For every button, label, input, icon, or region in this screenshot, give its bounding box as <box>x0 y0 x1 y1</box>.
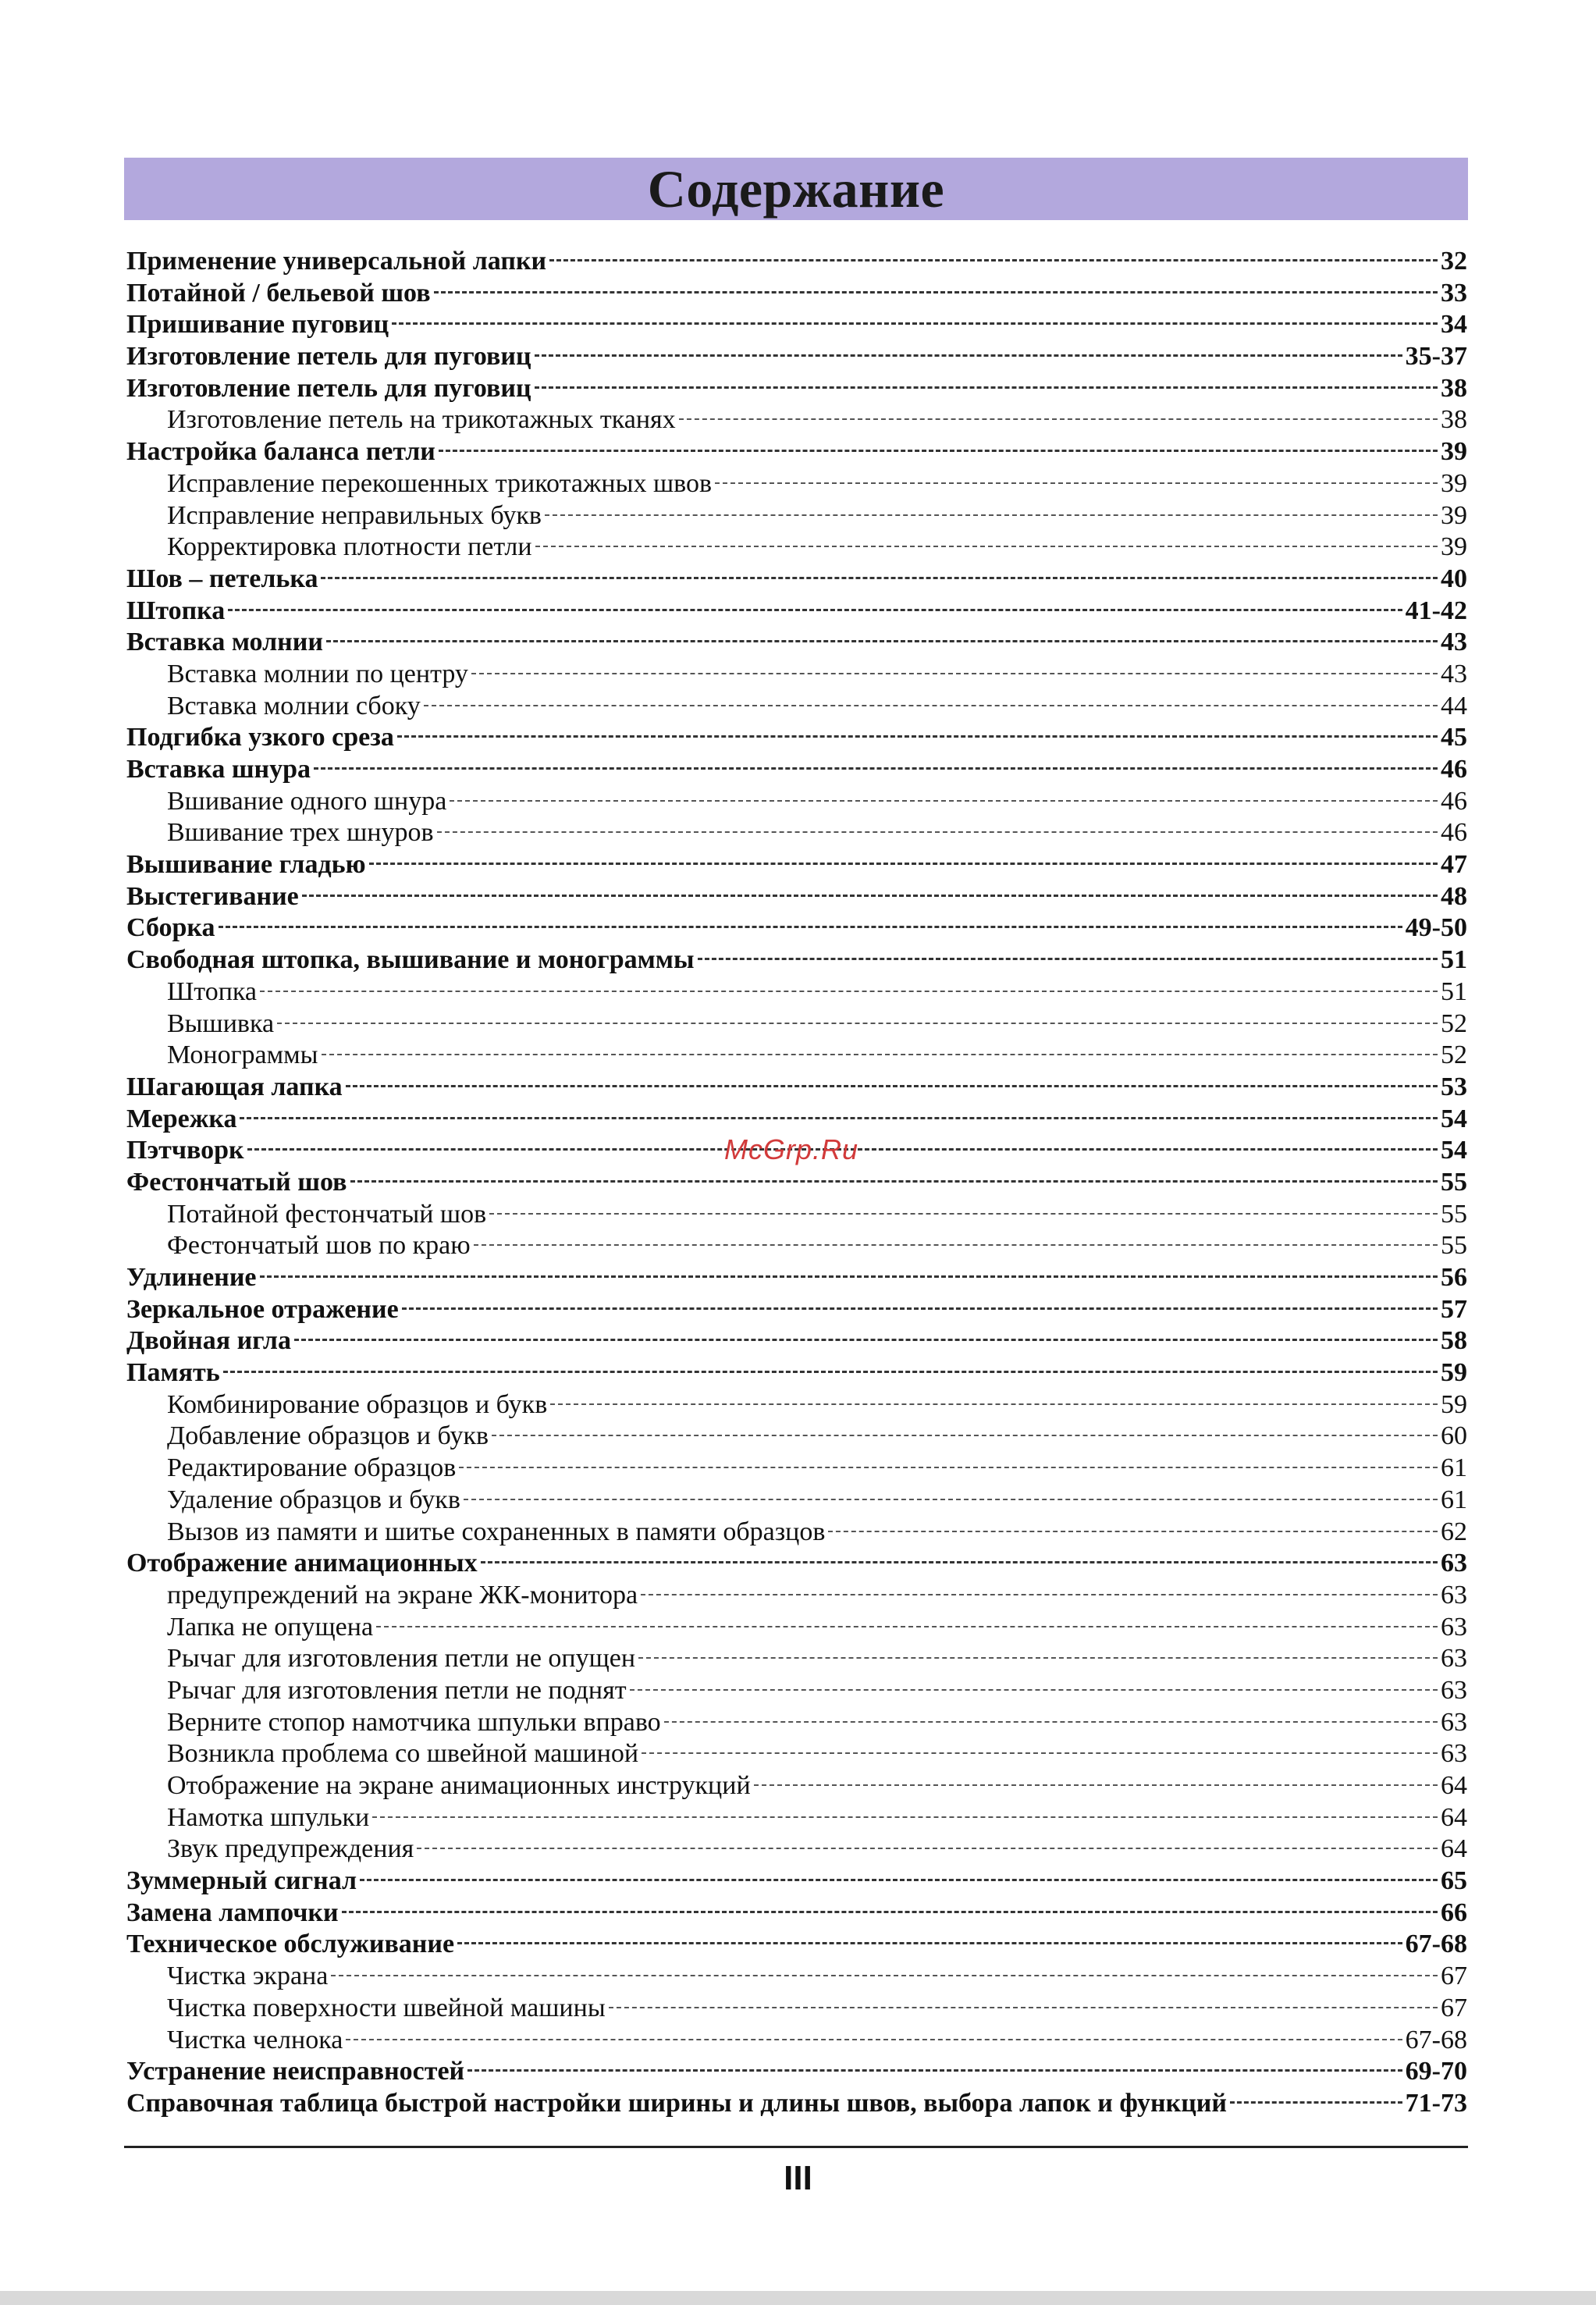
toc-entry-title: Выстегивание <box>126 881 299 911</box>
toc-entry-page: 46 <box>1441 818 1467 848</box>
toc-entry[interactable] <box>126 659 1467 691</box>
dot-leader <box>369 863 1438 865</box>
toc-entry[interactable] <box>126 436 1467 468</box>
dot-leader <box>715 482 1438 484</box>
toc-entry-title: Фестончатый шов по краю <box>167 1231 471 1261</box>
toc-entry-page: 35-37 <box>1405 342 1467 372</box>
toc-entry[interactable] <box>126 1548 1467 1580</box>
toc-entry[interactable] <box>126 691 1467 723</box>
toc-entry[interactable] <box>126 722 1467 754</box>
toc-entry[interactable] <box>126 1707 1467 1739</box>
toc-entry-title: Справочная таблица быстрой настройки ширины и длины швов, выбора лапок и функций <box>126 2088 1227 2118</box>
toc-entry-title: Верните стопор намотчика шпульки вправо <box>167 1707 661 1737</box>
toc-entry[interactable] <box>126 944 1467 976</box>
toc-entry-page: 65 <box>1441 1866 1467 1896</box>
toc-entry-title: Фестончатый шов <box>126 1167 347 1197</box>
dot-leader <box>481 1561 1438 1563</box>
toc-entry-page: 63 <box>1441 1549 1467 1578</box>
dot-leader <box>457 1942 1402 1944</box>
toc-entry[interactable] <box>126 1898 1467 1930</box>
toc-entry-page: 59 <box>1441 1389 1467 1419</box>
toc-entry-page: 59 <box>1441 1358 1467 1388</box>
toc-entry[interactable] <box>126 1612 1467 1644</box>
toc-entry-title: Удлинение <box>126 1263 257 1292</box>
toc-entry[interactable] <box>126 1993 1467 2025</box>
toc-entry-title: Отображение анимационных <box>126 1549 478 1578</box>
toc-entry-page: 39 <box>1441 532 1467 562</box>
dot-leader <box>260 991 1438 992</box>
toc-entry-title: Исправление неправильных букв <box>167 500 542 530</box>
toc-entry-title: Корректировка плотности петли <box>167 532 532 562</box>
dot-leader <box>326 640 1438 642</box>
toc-entry-page: 46 <box>1441 786 1467 816</box>
toc-entry-title: Двойная игла <box>126 1326 291 1356</box>
toc-entry[interactable] <box>126 1929 1467 1961</box>
toc-entry-page: 67-68 <box>1405 1930 1467 1959</box>
toc-entry-page: 44 <box>1441 691 1467 720</box>
toc-entry-page: 64 <box>1441 1771 1467 1800</box>
toc-entry[interactable] <box>126 373 1467 405</box>
toc-entry-title: Вызов из памяти и шитье сохраненных в памяти образцов <box>167 1517 826 1546</box>
dot-leader <box>471 673 1438 674</box>
toc-entry[interactable] <box>126 1738 1467 1770</box>
toc-entry[interactable] <box>126 1834 1467 1866</box>
dot-leader <box>535 546 1438 547</box>
dot-leader <box>294 1339 1438 1341</box>
toc-entry-page: 43 <box>1441 628 1467 657</box>
dot-leader <box>331 1975 1438 1976</box>
toc-entry-title: Чистка экрана <box>167 1962 329 1991</box>
toc-entry-page: 63 <box>1441 1739 1467 1769</box>
toc-entry-title: Вставка молнии по центру <box>167 659 468 688</box>
toc-entry[interactable] <box>126 1167 1467 1199</box>
toc-entry-page: 63 <box>1441 1707 1467 1737</box>
toc-entry[interactable] <box>126 468 1467 500</box>
toc-entry[interactable] <box>126 976 1467 1008</box>
toc-entry[interactable] <box>126 1199 1467 1231</box>
toc-entry-page: 61 <box>1441 1453 1467 1483</box>
toc-entry-title: Сборка <box>126 913 215 943</box>
toc-entry[interactable] <box>126 1961 1467 1993</box>
toc-entry-title: Редактирование образцов <box>167 1453 457 1483</box>
toc-entry-title: Применение универсальной лапки <box>126 247 547 276</box>
toc-entry-title: Комбинирование образцов и букв <box>167 1389 548 1419</box>
dot-leader <box>342 1911 1438 1913</box>
toc-entry-title: Пэтчворк <box>126 1136 244 1165</box>
toc-entry[interactable] <box>126 1421 1467 1453</box>
toc-entry-title: Штопка <box>126 596 226 625</box>
toc-entry-title: Добавление образцов и букв <box>167 1421 489 1451</box>
dot-leader <box>434 291 1438 293</box>
toc-entry-title: Шагающая лапка <box>126 1072 343 1101</box>
toc-entry[interactable] <box>126 912 1467 944</box>
toc-entry-title: Отображение на экране анимационных инструкций <box>167 1771 751 1800</box>
toc-entry-page: 39 <box>1441 468 1467 498</box>
dot-leader <box>240 1117 1438 1119</box>
toc-entry[interactable] <box>126 1802 1467 1834</box>
dot-leader <box>450 800 1438 802</box>
toc-entry-title: предупреждений на экране ЖК-монитора <box>167 1580 638 1610</box>
dot-leader <box>360 1879 1438 1881</box>
toc-entry-page: 41-42 <box>1405 596 1467 625</box>
toc-entry[interactable] <box>126 1770 1467 1802</box>
toc-entry-title: Рычаг для изготовления петли не опущен <box>167 1644 636 1674</box>
toc-entry[interactable] <box>126 2088 1467 2120</box>
toc-entry[interactable] <box>126 1008 1467 1040</box>
toc-entry-page: 52 <box>1441 1040 1467 1070</box>
dot-leader <box>321 577 1438 579</box>
dot-leader <box>545 514 1438 516</box>
toc-entry[interactable] <box>126 532 1467 564</box>
toc-entry-title: Зеркальное отражение <box>126 1294 399 1324</box>
toc-entry-title: Подгибка узкого среза <box>126 723 394 752</box>
toc-entry[interactable] <box>126 881 1467 913</box>
toc-entry-title: Настройка баланса петли <box>126 437 435 467</box>
toc-entry-page: 34 <box>1441 310 1467 340</box>
toc-entry[interactable] <box>126 786 1467 818</box>
toc-entry-title: Шов – петелька <box>126 564 318 593</box>
toc-entry-title: Пришивание пуговиц <box>126 310 389 340</box>
toc-entry-title: Звук предупреждения <box>167 1834 414 1864</box>
toc-entry-title: Вставка молнии сбоку <box>167 691 421 720</box>
dot-leader <box>641 1594 1438 1595</box>
dot-leader <box>474 1244 1438 1246</box>
toc-entry-title: Потайной / бельевой шов <box>126 278 431 308</box>
toc-entry-page: 56 <box>1441 1263 1467 1292</box>
toc-entry-title: Вышивание гладью <box>126 850 366 880</box>
toc-entry[interactable] <box>126 1485 1467 1517</box>
dot-leader <box>630 1689 1438 1691</box>
dot-leader <box>277 1023 1438 1024</box>
toc-entry-page: 63 <box>1441 1580 1467 1610</box>
dot-leader <box>219 926 1402 928</box>
dot-leader <box>402 1307 1438 1310</box>
toc-entry-page: 38 <box>1441 405 1467 435</box>
dot-leader <box>322 1054 1438 1055</box>
dot-leader <box>350 1180 1438 1183</box>
toc-entry[interactable] <box>126 564 1467 596</box>
toc-entry-title: Штопка <box>167 976 257 1006</box>
toc-entry-title: Замена лампочки <box>126 1898 339 1927</box>
toc-entry-page: 46 <box>1441 755 1467 784</box>
toc-entry-title: Изготовление петель для пуговиц <box>126 373 531 403</box>
toc-entry[interactable] <box>126 246 1467 278</box>
dot-leader <box>376 1626 1438 1627</box>
toc-entry-title: Потайной фестончатый шов <box>167 1199 487 1229</box>
dot-leader <box>664 1721 1438 1723</box>
dot-leader <box>346 1085 1438 1087</box>
toc-entry-title: Монограммы <box>167 1040 318 1070</box>
toc-entry[interactable] <box>126 1357 1467 1389</box>
toc-entry-title: Рычаг для изготовления петли не поднят <box>167 1675 627 1705</box>
toc-entry[interactable] <box>126 1040 1467 1072</box>
toc-entry-page: 63 <box>1441 1644 1467 1674</box>
dot-leader <box>459 1467 1438 1468</box>
toc-entry-title: Свободная штопка, вышивание и монограммы <box>126 945 695 975</box>
toc-entry-page: 63 <box>1441 1612 1467 1642</box>
toc-entry-page: 48 <box>1441 881 1467 911</box>
dot-leader <box>464 1499 1438 1500</box>
toc-entry-page: 55 <box>1441 1231 1467 1261</box>
toc-entry[interactable] <box>126 309 1467 341</box>
dot-leader <box>417 1848 1438 1849</box>
toc-entry[interactable] <box>126 1643 1467 1675</box>
dot-leader <box>260 1275 1438 1278</box>
dot-leader <box>372 1816 1438 1818</box>
toc-entry-title: Чистка челнока <box>167 2025 343 2054</box>
toc-entry-title: Память <box>126 1358 220 1388</box>
toc-entry-title: Зуммерный сигнал <box>126 1866 357 1896</box>
toc-entry-title: Удаление образцов и букв <box>167 1485 460 1514</box>
dot-leader <box>439 450 1438 452</box>
toc-entry-page: 55 <box>1441 1167 1467 1197</box>
toc-entry-page: 57 <box>1441 1294 1467 1324</box>
toc-entry[interactable] <box>126 1389 1467 1421</box>
toc-entry[interactable] <box>126 817 1467 849</box>
toc-entry-title: Исправление перекошенных трикотажных швов <box>167 468 713 498</box>
toc-entry-title: Вставка шнура <box>126 755 311 784</box>
toc-entry-title: Возникла проблема со швейной машиной <box>167 1739 639 1769</box>
toc-entry[interactable] <box>126 1866 1467 1898</box>
dot-leader <box>314 767 1438 770</box>
toc-entry[interactable] <box>126 2025 1467 2057</box>
toc-entry[interactable] <box>126 1580 1467 1612</box>
watermark: McGrp.Ru <box>724 1133 859 1165</box>
toc-entry-page: 49-50 <box>1405 913 1467 943</box>
dot-leader <box>392 322 1438 325</box>
toc-entry-page: 40 <box>1441 564 1467 593</box>
toc-entry[interactable] <box>126 1294 1467 1326</box>
toc-entry-page: 58 <box>1441 1326 1467 1356</box>
toc-entry-title: Устранение неисправностей <box>126 2057 465 2086</box>
toc-entry[interactable] <box>126 341 1467 373</box>
dot-leader <box>492 1435 1438 1436</box>
dot-leader <box>437 831 1438 833</box>
toc-entry-title: Техническое обслуживание <box>126 1930 455 1959</box>
toc-entry-title: Вшивание трех шнуров <box>167 818 434 848</box>
dot-leader <box>467 2069 1402 2072</box>
toc-entry[interactable] <box>126 1325 1467 1357</box>
toc-entry-title: Вышивка <box>167 1008 275 1038</box>
toc-entry-page: 55 <box>1441 1199 1467 1229</box>
toc-entry-page: 64 <box>1441 1802 1467 1832</box>
toc-entry-page: 67 <box>1441 1962 1467 1991</box>
toc-entry-page: 64 <box>1441 1834 1467 1864</box>
toc-entry[interactable] <box>126 1072 1467 1104</box>
dot-leader <box>397 735 1438 738</box>
page-title: Содержание <box>647 159 945 219</box>
toc-entry-page: 62 <box>1441 1517 1467 1546</box>
toc-entry-title: Мережка <box>126 1104 237 1133</box>
toc-entry-page: 60 <box>1441 1421 1467 1451</box>
toc-entry[interactable] <box>126 1675 1467 1707</box>
toc-entry[interactable] <box>126 2056 1467 2088</box>
footer-divider <box>124 2146 1468 2148</box>
toc-entry-page: 33 <box>1441 278 1467 308</box>
dot-leader <box>223 1371 1438 1373</box>
toc-entry-page: 43 <box>1441 659 1467 688</box>
toc-entry-page: 54 <box>1441 1104 1467 1133</box>
toc-entry-title: Изготовление петель на трикотажных тканях <box>167 405 676 435</box>
toc-entry-page: 54 <box>1441 1136 1467 1165</box>
toc-entry-page: 71-73 <box>1405 2088 1467 2118</box>
toc-entry[interactable] <box>126 404 1467 436</box>
dot-leader <box>828 1531 1438 1532</box>
toc-entry[interactable] <box>126 1517 1467 1549</box>
dot-leader <box>302 895 1438 897</box>
toc-entry[interactable] <box>126 627 1467 659</box>
dot-leader <box>535 354 1402 357</box>
toc-entry[interactable] <box>126 1104 1467 1136</box>
toc-entry[interactable] <box>126 754 1467 786</box>
toc-entry[interactable] <box>126 500 1467 532</box>
dot-leader <box>549 259 1438 261</box>
toc-entry-page: 51 <box>1441 945 1467 975</box>
toc-entry-page: 63 <box>1441 1675 1467 1705</box>
dot-leader <box>346 2039 1402 2040</box>
toc-entry-page: 69-70 <box>1405 2057 1467 2086</box>
dot-leader <box>698 958 1438 960</box>
dot-leader <box>489 1213 1438 1215</box>
toc-entry-title: Намотка шпульки <box>167 1802 370 1832</box>
toc-entry-page: 66 <box>1441 1898 1467 1927</box>
toc-entry-page: 39 <box>1441 500 1467 530</box>
toc-entry[interactable] <box>126 1453 1467 1485</box>
toc-entry-page: 67 <box>1441 1993 1467 2022</box>
page-number: III <box>784 2159 812 2197</box>
toc-entry-page: 47 <box>1441 850 1467 880</box>
dot-leader <box>679 418 1438 420</box>
toc-entry-page: 38 <box>1441 373 1467 403</box>
toc-entry-page: 52 <box>1441 1008 1467 1038</box>
dot-leader <box>535 386 1438 389</box>
dot-leader <box>754 1784 1438 1786</box>
toc-entry[interactable] <box>126 278 1467 310</box>
toc-entry-page: 67-68 <box>1405 2025 1467 2054</box>
toc-entry-page: 53 <box>1441 1072 1467 1101</box>
toc-entry-title: Чистка поверхности швейной машины <box>167 1993 606 2022</box>
dot-leader <box>550 1403 1438 1405</box>
dot-leader <box>424 705 1438 706</box>
toc-entry[interactable] <box>126 596 1467 628</box>
toc-entry-title: Вставка молнии <box>126 628 323 657</box>
bottom-strip <box>0 2291 1596 2305</box>
toc-entry-page: 32 <box>1441 247 1467 276</box>
toc-entry-page: 45 <box>1441 723 1467 752</box>
toc-entry-title: Вшивание одного шнура <box>167 786 447 816</box>
dot-leader <box>228 609 1402 611</box>
toc-entry-title: Лапка не опущена <box>167 1612 374 1642</box>
dot-leader <box>609 2007 1438 2008</box>
toc-entry[interactable] <box>126 849 1467 881</box>
toc-entry-page: 51 <box>1441 976 1467 1006</box>
toc-entry[interactable] <box>126 1262 1467 1294</box>
dot-leader <box>638 1657 1438 1659</box>
toc-entry-page: 61 <box>1441 1485 1467 1514</box>
toc-entry[interactable] <box>126 1230 1467 1262</box>
title-band <box>124 158 1468 220</box>
table-of-contents <box>126 246 1467 2120</box>
toc-entry-title: Изготовление петель для пуговиц <box>126 342 531 372</box>
dot-leader <box>1230 2101 1402 2104</box>
toc-entry-page: 39 <box>1441 437 1467 467</box>
dot-leader <box>642 1752 1438 1754</box>
